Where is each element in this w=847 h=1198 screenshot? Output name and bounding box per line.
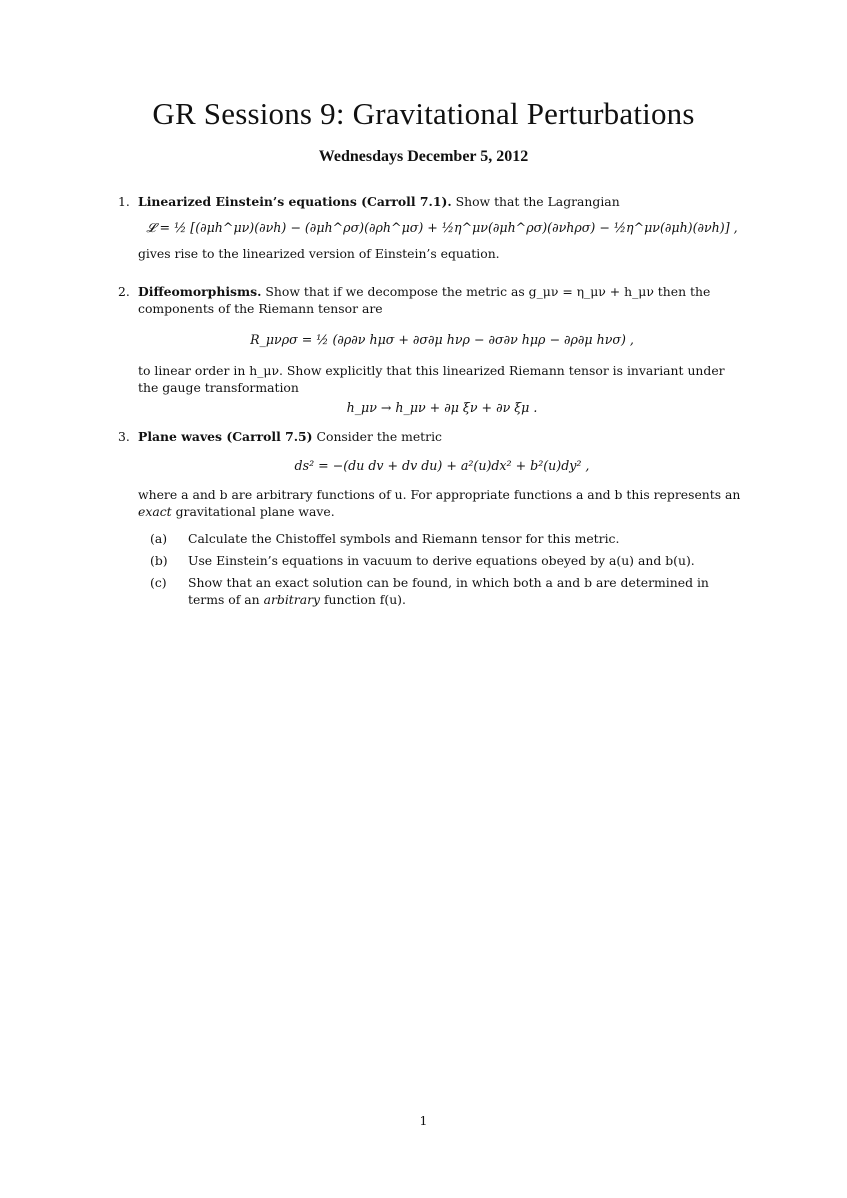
problem-number: 2. (118, 284, 130, 299)
gauge-transformation-equation: h_μν → h_μν + ∂μ ξν + ∂ν ξμ . (346, 400, 538, 415)
subpart-text: Calculate the Chistoffel symbols and Riemann tensor for this metric. (188, 531, 620, 546)
problem-number: 1. (118, 194, 130, 209)
subpart-label: (b) (150, 553, 168, 568)
lagrangian-equation: 𝓛 = ½ [(∂μh^μν)(∂νh) − (∂μh^ρσ)(∂ρh^μσ) + ½η^μν(∂μh^ρσ)(∂νhρσ) − ½η^μν(∂μh)(∂νh)] , (146, 220, 738, 235)
problem-2 (118, 283, 746, 425)
riemann-equation: R_μνρσ = ½ (∂ρ∂ν hμσ + ∂σ∂μ hνρ − ∂σ∂ν hμρ − ∂ρ∂μ hνσ) , (250, 332, 634, 347)
problem-intro: Show that the Lagrangian (455, 194, 620, 209)
page-title: GR Sessions 9: Gravitational Perturbations (152, 96, 695, 131)
session-date: Wednesdays December 5, 2012 (318, 148, 529, 165)
problem-intro: Consider the metric (316, 429, 442, 444)
subpart-label: (c) (150, 575, 167, 590)
page-number: 1 (419, 1113, 428, 1128)
problem-heading: Plane waves (Carroll 7.5) (138, 429, 313, 444)
subpart-c (138, 574, 746, 608)
problem-heading: Diffeomorphisms. (138, 284, 262, 299)
problem-conclusion: where a and b are arbitrary functions of u. For appropriate functions a and b this represents an exact gravitational plane wave. (138, 487, 741, 519)
problem-conclusion: gives rise to the linearized version of Einstein’s equation. (138, 246, 500, 261)
subpart-label: (a) (150, 531, 168, 546)
plane-wave-metric-equation: ds² = −(du dv + dv du) + a²(u)dx² + b²(u)dy² , (294, 458, 590, 473)
subpart-text: Use Einstein’s equations in vacuum to derive equations obeyed by a(u) and b(u). (188, 553, 695, 568)
problem-number: 3. (118, 429, 130, 444)
problem-intro: Show that if we decompose the metric as g_μν = η_μν + h_μν then the components of the Riemann tensor are (138, 284, 711, 316)
subpart-text: Show that an exact solution can be found, in which both a and b are determined in terms of an arbitrary function f(u). (188, 575, 709, 607)
problem-heading: Linearized Einstein’s equations (Carroll 7.1). (138, 194, 452, 209)
problem-1 (118, 193, 746, 262)
problem-conclusion: to linear order in h_μν. Show explicitly that this linearized Riemann tensor is invariant under the gauge transformation (138, 363, 725, 395)
problem-3 (118, 428, 746, 613)
subpart-b (138, 552, 746, 569)
subpart-a (138, 530, 746, 547)
